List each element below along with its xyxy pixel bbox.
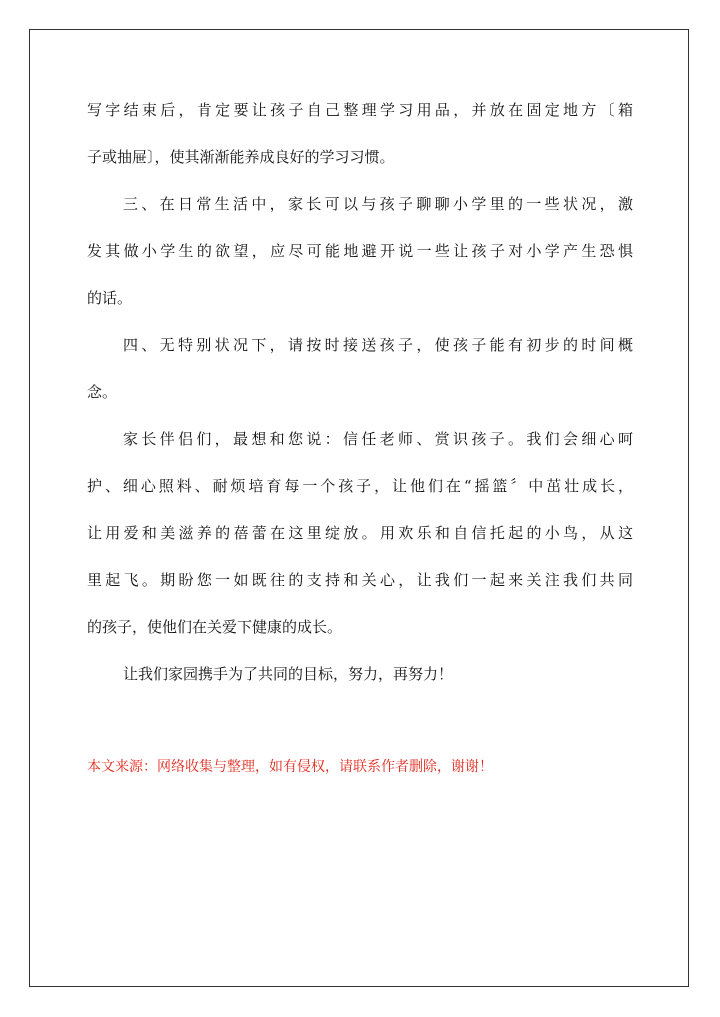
paragraph-line-2: 子或抽屉〕，使其渐渐能养成良好的学习习惯。: [87, 148, 395, 166]
paragraph-line-4: 发其做小学生的欲望，应尽可能地避开说一些让孩子对小学产生恐惧: [87, 242, 633, 260]
source-note: 本文来源：网络收集与整理，如有侵权，请联系作者删除，谢谢！: [87, 759, 493, 775]
page-border: [29, 29, 689, 987]
paragraph-line-7: 念。: [87, 383, 118, 401]
paragraph-line-13: 让我们家园携手为了共同的目标，努力，再努力！: [123, 665, 454, 683]
paragraph-line-6: 四、无特别状况下，请按时接送孩子，使孩子能有初步的时间概: [123, 336, 633, 354]
paragraph-line-8: 家长伴侣们，最想和您说：信任老师、赏识孩子。我们会细心呵: [123, 430, 633, 448]
paragraph-line-3: 三、在日常生活中，家长可以与孩子聊聊小学里的一些状况，激: [123, 195, 633, 213]
paragraph-line-11: 里起飞。期盼您一如既往的支持和关心，让我们一起来关注我们共同: [87, 571, 633, 589]
paragraph-line-9: 护、细心照料、耐烦培育每一个孩子，让他们在“摇篮〞中茁壮成长，: [87, 477, 633, 495]
paragraph-line-10: 让用爱和美滋养的蓓蕾在这里绽放。用欢乐和自信托起的小鸟，从这: [87, 524, 633, 542]
paragraph-line-5: 的话。: [87, 289, 133, 307]
paragraph-line-1: 写字结束后，肯定要让孩子自己整理学习用品，并放在固定地方〔箱: [87, 101, 633, 119]
paragraph-line-12: 的孩子，使他们在关爱下健康的成长。: [87, 618, 343, 636]
